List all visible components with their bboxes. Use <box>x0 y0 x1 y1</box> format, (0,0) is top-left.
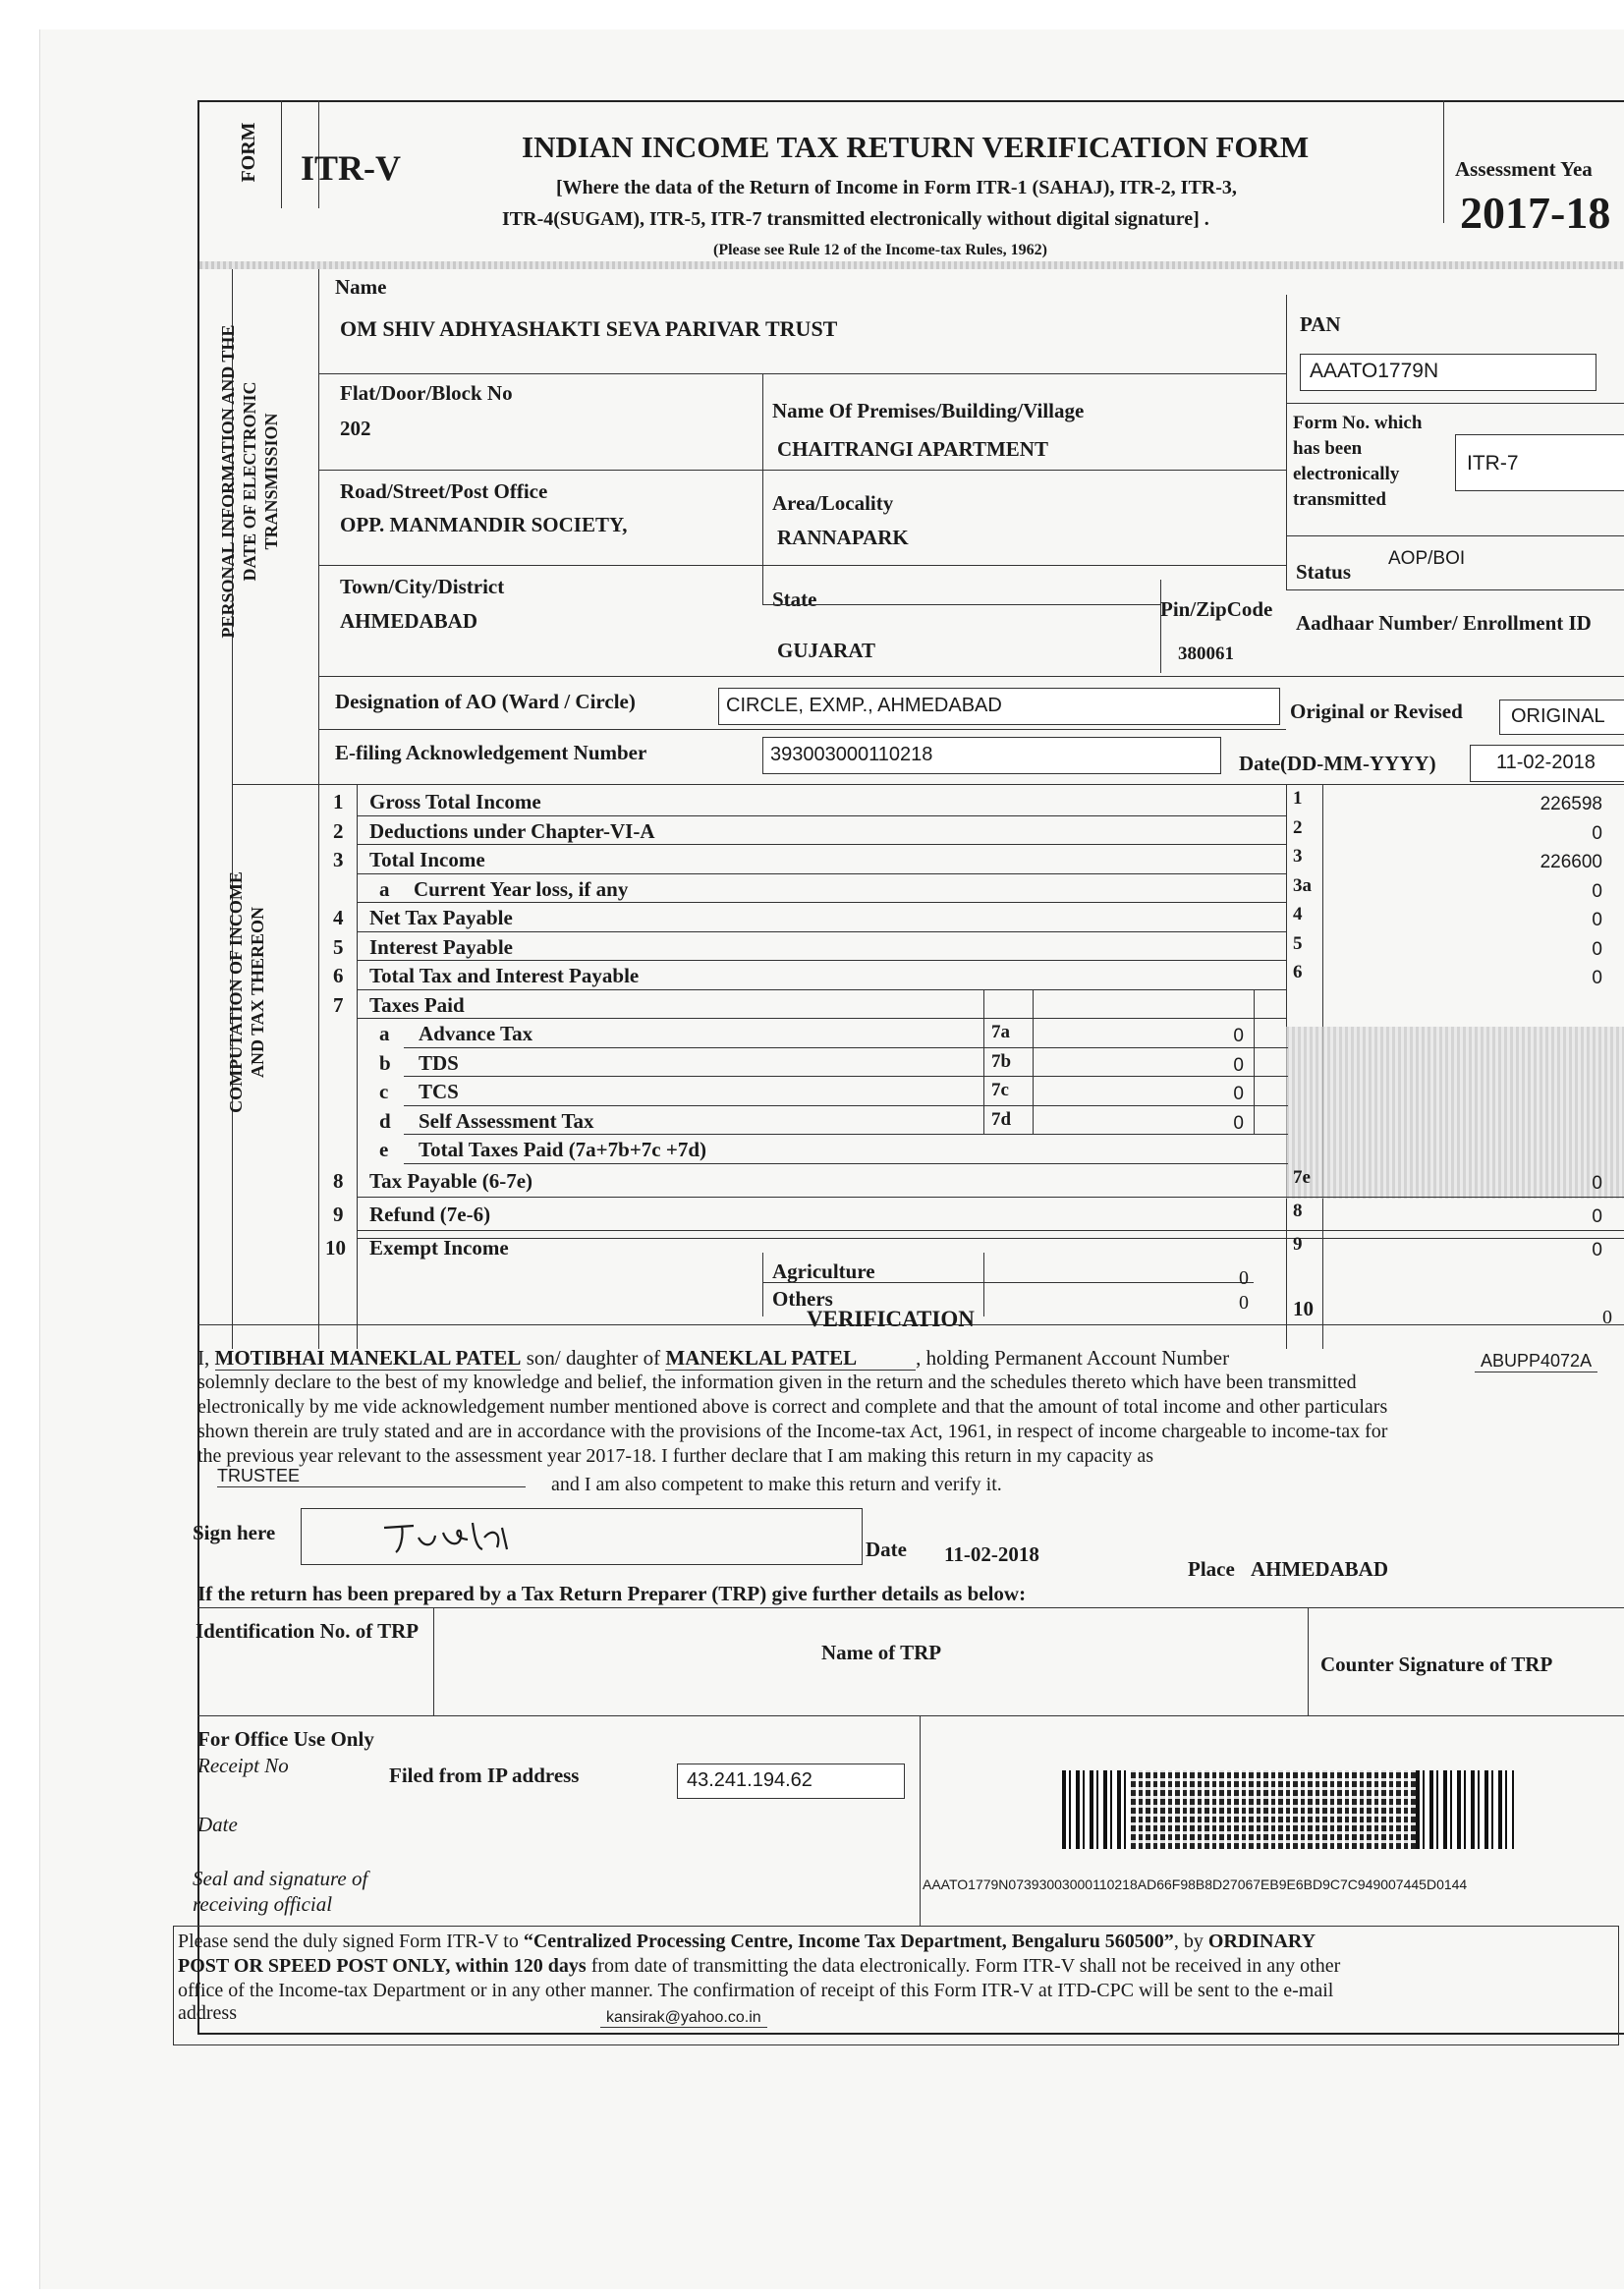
row-label: Net Tax Payable <box>369 906 513 929</box>
row-ref: 3 <box>1293 846 1303 867</box>
tail-label: Exempt Income <box>369 1235 509 1260</box>
form-no-value: ITR-7 <box>1467 452 1519 475</box>
footer-line-1: Please send the duly signed Form ITR-V to “Centralized Processing Centre, Income Tax Department, Bengaluru 560500”, by ORDINARY <box>178 1931 1316 1952</box>
town-value: AHMEDABAD <box>340 609 477 633</box>
tax-label: Total Taxes Paid (7a+7b+7c +7d) <box>419 1138 707 1161</box>
tail-ref: 7e <box>1293 1166 1311 1188</box>
tax-label: Self Assessment Tax <box>419 1108 594 1133</box>
tax-sub-letter: b <box>379 1050 391 1075</box>
ack-label: E-filing Acknowledgement Number <box>335 741 647 764</box>
tax-ref: 7b <box>991 1050 1012 1072</box>
trp-intro: If the return has been prepared by a Tax Return Preparer (TRP) give further details as below: <box>197 1582 1027 1605</box>
row-value: 0 <box>1592 880 1602 902</box>
verification-line-2: solemnly declare to the best of my knowledge and belief, the information given in the return and the schedules thereto which have been transmitted <box>197 1372 1357 1393</box>
assessment-year: 2017-18 <box>1460 188 1611 238</box>
person-pan: ABUPP4072A <box>1475 1351 1597 1372</box>
orig-label: Original or Revised <box>1290 700 1463 723</box>
row-value: 0 <box>1592 968 1602 988</box>
state-label: State <box>772 588 817 611</box>
tail-value: 0 <box>1592 1205 1602 1227</box>
ip-value: 43.241.194.62 <box>687 1769 812 1791</box>
exempt-agri-label: Agriculture <box>772 1260 875 1283</box>
tax-label: Advance Tax <box>419 1022 533 1045</box>
tail-number: 9 <box>333 1202 344 1226</box>
row-ref: 1 <box>1293 788 1303 809</box>
row-number: 2 <box>333 818 344 843</box>
email: kansirak@yahoo.co.in <box>600 2009 767 2028</box>
area-value: RANNAPARK <box>777 526 909 549</box>
personal-section-label: PERSONAL INFORMATION AND THE DATE OF ELECTRONIC TRANSMISSION <box>218 324 281 639</box>
pan-label: PAN <box>1300 312 1341 336</box>
row-rule <box>404 1047 1288 1048</box>
ack-value: 393003000110218 <box>770 744 933 765</box>
tax-value: 0 <box>1233 1026 1244 1046</box>
name-label: Name <box>335 275 387 299</box>
name-value: OM SHIV ADHYASHAKTI SEVA PARIVAR TRUST <box>340 316 838 341</box>
tax-sub-letter: d <box>379 1108 391 1133</box>
verification-line-6: and I am also competent to make this return and verify it. <box>551 1474 1002 1495</box>
row-number: 4 <box>333 906 344 929</box>
tax-value: 0 <box>1233 1084 1244 1104</box>
tax-ref: 7a <box>991 1022 1010 1042</box>
road-value: OPP. MANMANDIR SOCIETY, <box>340 513 628 536</box>
tax-value: 0 <box>1233 1112 1244 1134</box>
pin-label: Pin/ZipCode <box>1160 597 1273 621</box>
barcode-end <box>1416 1770 1514 1849</box>
tail-label: Tax Payable (6-7e) <box>369 1168 533 1193</box>
barcode-text: AAATO1779N07393003000110218AD66F98B8D27067EB9E6BD9C7C949007445D0144 <box>923 1876 1468 1892</box>
tax-label: TDS <box>419 1050 459 1075</box>
exempt-others-label: Others <box>772 1287 833 1311</box>
barcode <box>1062 1770 1131 1849</box>
trp-name-label: Name of TRP <box>821 1641 942 1664</box>
row-number: 3 <box>333 848 344 871</box>
verification-line-5: the previous year relevant to the assessment year 2017-18. I further declare that I am making this return in my capacity as <box>197 1445 1153 1467</box>
area-label: Area/Locality <box>772 491 894 515</box>
receipt-label: Receipt No <box>197 1754 289 1777</box>
tax-col-rule <box>983 989 984 1135</box>
sign-date-label: Date <box>866 1538 907 1561</box>
tax-ref: 7d <box>991 1108 1012 1130</box>
status-value: AOP/BOI <box>1388 548 1466 569</box>
assessment-year-label: Assessment Yea <box>1455 157 1593 181</box>
tax-label: TCS <box>419 1080 459 1103</box>
row-label: Current Year loss, if any <box>414 876 629 901</box>
place-label: Place <box>1188 1557 1235 1581</box>
office-date-label: Date <box>197 1813 238 1836</box>
ack-date-value: 11-02-2018 <box>1496 752 1596 773</box>
barcode-2d <box>1131 1770 1416 1849</box>
value-10: 0 <box>1602 1307 1612 1328</box>
office-title: For Office Use Only <box>197 1727 374 1751</box>
form-label: FORM <box>238 122 259 183</box>
ao-label: Designation of AO (Ward / Circle) <box>335 690 636 713</box>
premises-label: Name Of Premises/Building/Village <box>772 399 1085 422</box>
row-ref: 3a <box>1293 874 1312 896</box>
row-rule <box>357 815 1286 816</box>
row-ref: 6 <box>1293 962 1303 982</box>
town-label: Town/City/District <box>340 575 505 598</box>
verification-title: VERIFICATION <box>807 1307 975 1331</box>
sign-label: Sign here <box>193 1521 276 1544</box>
ack-date-label: Date(DD-MM-YYYY) <box>1239 752 1436 775</box>
row-value: 0 <box>1592 822 1602 844</box>
pin-value: 380061 <box>1178 644 1234 664</box>
tax-sub-letter: a <box>379 1022 390 1045</box>
seal-label-1: Seal and signature of <box>193 1867 368 1890</box>
row-rule <box>357 1230 1624 1231</box>
row-rule <box>357 931 1286 932</box>
ref-10: 10 <box>1293 1297 1314 1320</box>
ip-label: Filed from IP address <box>389 1764 580 1787</box>
tail-number: 8 <box>333 1168 344 1193</box>
row-ref: 4 <box>1293 904 1303 924</box>
row-rule <box>357 1197 1624 1198</box>
form-subtitle-2: ITR-4(SUGAM), ITR-5, ITR-7 transmitted electronically without digital signature] . <box>502 208 1209 230</box>
person-name: MOTIBHAI MANEKLAL PATEL <box>214 1346 522 1370</box>
aadhaar-label: Aadhaar Number/ Enrollment ID <box>1296 611 1592 635</box>
form-name: ITR-V <box>301 148 402 188</box>
signature-scribble <box>374 1508 571 1562</box>
row-number: 6 <box>333 964 344 987</box>
row-label: Taxes Paid <box>369 992 465 1017</box>
row-rule <box>357 873 1286 874</box>
place-value: AHMEDABAD <box>1251 1557 1388 1581</box>
row-label: Gross Total Income <box>369 790 541 813</box>
exempt-others-value: 0 <box>1239 1292 1249 1314</box>
orig-value: ORIGINAL <box>1511 705 1605 727</box>
tax-sub-letter: c <box>379 1080 389 1103</box>
row-label: Total Tax and Interest Payable <box>369 964 640 987</box>
flat-label: Flat/Door/Block No <box>340 381 513 405</box>
tail-value: 0 <box>1592 1172 1602 1194</box>
row-number: 5 <box>333 934 344 959</box>
flat-value: 202 <box>340 417 371 440</box>
row-rule <box>357 844 1286 845</box>
row-value: 0 <box>1592 938 1602 960</box>
itr-v-page <box>39 29 1624 2289</box>
row-rule <box>357 989 1286 990</box>
trp-id-label: Identification No. of TRP <box>196 1619 420 1643</box>
rule-note: (Please see Rule 12 of the Income-tax Rules, 1962) <box>713 242 1047 258</box>
tax-ref: 7c <box>991 1080 1009 1100</box>
row-label: Total Income <box>369 848 485 871</box>
status-label: Status <box>1296 560 1352 584</box>
form-no-label: Form No. which has been electronically transmitted <box>1293 413 1423 510</box>
row-rule <box>404 1076 1288 1077</box>
sign-date-value: 11-02-2018 <box>944 1542 1039 1566</box>
row-number: 7 <box>333 992 344 1017</box>
tax-col-rule <box>1033 989 1034 1135</box>
row-ref: 5 <box>1293 932 1303 954</box>
tail-ref: 8 <box>1293 1200 1303 1221</box>
row-ref: 2 <box>1293 816 1303 838</box>
footer-line-3: office of the Income-tax Department or in any other manner. The confirmation of receipt of this Form ITR-V at ITD-CPC will be sent to the e-mail <box>178 1980 1334 2001</box>
exempt-agri-value: 0 <box>1239 1267 1249 1289</box>
row-rule <box>357 902 1286 903</box>
verification-line-3: electronically by me vide acknowledgement number mentioned above is correct and complete and that the amount of total income and other particulars <box>197 1396 1388 1418</box>
premises-value: CHAITRANGI APARTMENT <box>777 437 1048 461</box>
footer-line-4: address <box>178 2002 237 2024</box>
header-rule <box>199 261 1624 269</box>
tail-value: 0 <box>1592 1239 1602 1260</box>
road-label: Road/Street/Post Office <box>340 479 548 503</box>
tax-value: 0 <box>1233 1054 1244 1076</box>
tail-ref: 9 <box>1293 1233 1303 1255</box>
row-value: 226598 <box>1540 794 1602 814</box>
footer-line-2: POST OR SPEED POST ONLY, within 120 days from date of transmitting the data electronically. Form ITR-V shall not be received in any other <box>178 1955 1341 1977</box>
tail-label: Refund (7e-6) <box>369 1202 491 1226</box>
form-title: INDIAN INCOME TAX RETURN VERIFICATION FORM <box>522 130 1310 164</box>
row-rule <box>404 1105 1288 1106</box>
tax-col-rule <box>1254 989 1255 1135</box>
row-label: Interest Payable <box>369 934 514 959</box>
row-value: 0 <box>1592 910 1602 930</box>
ao-value: CIRCLE, EXMP., AHMEDABAD <box>726 695 1002 716</box>
pan-value: AAATO1779N <box>1310 360 1439 382</box>
father-name: MANEKLAL PATEL <box>665 1346 916 1371</box>
capacity: TRUSTEE <box>217 1466 526 1487</box>
verification-line-4: shown therein are truly stated and are in accordance with the provisions of the Income-tax Act, 1961, in respect of income chargeable to income-tax for <box>197 1421 1388 1442</box>
row-rule <box>357 960 1286 961</box>
seal-label-2: receiving official <box>193 1892 333 1916</box>
verification-line-1: I, MOTIBHAI MANEKLAL PATEL son/ daughter of MANEKLAL PATEL , holding Permanent Account Number <box>197 1346 1230 1370</box>
row-number: 1 <box>333 790 344 813</box>
trp-sign-label: Counter Signature of TRP <box>1320 1652 1553 1676</box>
form-subtitle-1: [Where the data of the Return of Income in Form ITR-1 (SAHAJ), ITR-2, ITR-3, <box>556 177 1237 198</box>
state-value: GUJARAT <box>777 639 875 662</box>
row-sub-letter: a <box>379 876 390 901</box>
row-rule <box>404 1163 1288 1164</box>
tail-number: 10 <box>325 1235 346 1260</box>
row-value: 226600 <box>1540 852 1602 872</box>
row-rule <box>404 1134 1288 1135</box>
row-label: Deductions under Chapter-VI-A <box>369 818 655 843</box>
computation-section-label: COMPUTATION OF INCOME AND TAX THEREON <box>226 871 267 1113</box>
row-rule <box>357 1018 1286 1019</box>
tax-sub-letter: e <box>379 1138 389 1161</box>
